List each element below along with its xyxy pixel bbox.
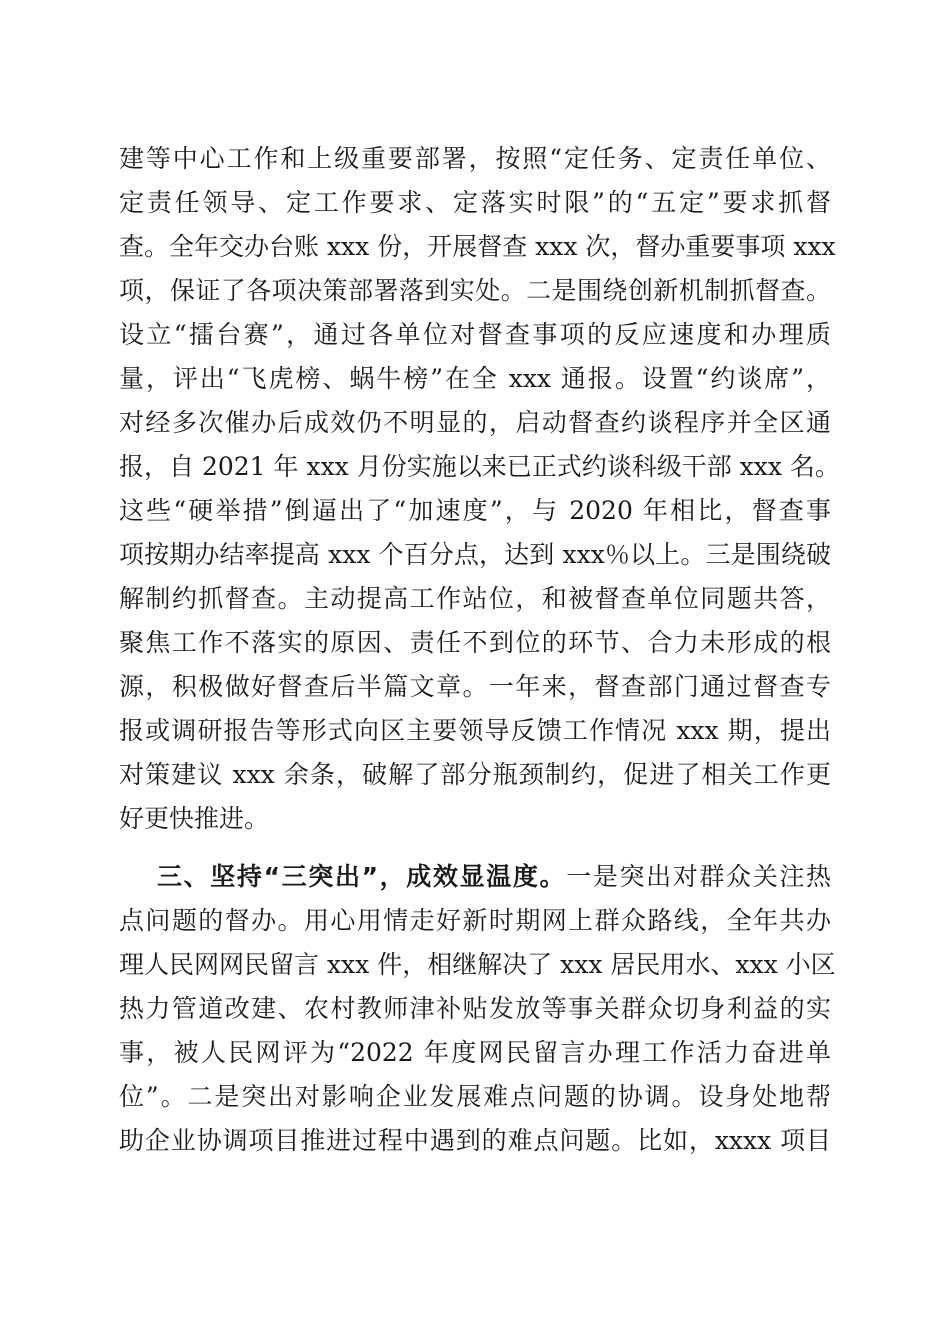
paragraph-line: 对策建议 xxx 余条，破解了部分瓶颈制约，促进了相关工作更 — [119, 760, 831, 789]
paragraph-line: 解制约抓督查。主动提高工作站位，和被督查单位同题共答， — [119, 584, 831, 613]
paragraph-line: 好更快推进。 — [119, 804, 270, 833]
paragraph-line: 设立“擂台赛”，通过各单位对督查事项的反应速度和办理质 — [119, 320, 831, 349]
paragraph-line: 建等中心工作和上级重要部署，按照“定任务、定责任单位、 — [119, 144, 831, 173]
paragraph-line: 助企业协调项目推进过程中遇到的难点问题。比如，xxxx 项目 — [119, 1126, 831, 1155]
paragraph-line: 理人民网网民留言 xxx 件，相继解决了 xxx 居民用水、xxx 小区 — [119, 950, 836, 979]
paragraph-line: 点问题的督办。用心用情走好新时期网上群众路线，全年共办 — [119, 906, 831, 935]
paragraph-line: 项按期办结率提高 xxx 个百分点，达到 xxx％以上。三是围绕破 — [119, 540, 831, 569]
paragraph-line: 查。全年交办台账 xxx 份，开展督查 xxx 次，督办重要事项 xxx — [119, 232, 836, 261]
paragraph-line: 热力管道改建、农村教师津补贴发放等事关群众切身利益的实 — [119, 994, 831, 1023]
paragraph-line: 这些“硬举措”倒逼出了“加速度”，与 2020 年相比，督查事 — [119, 496, 831, 525]
paragraph-line: 项，保证了各项决策部署落到实处。二是围绕创新机制抓督查。 — [119, 276, 831, 305]
paragraph-line: 报，自 2021 年 xxx 月份实施以来已正式约谈科级干部 xxx 名。 — [119, 452, 840, 481]
paragraph-line: 量，评出“飞虎榜、蜗牛榜”在全 xxx 通报。设置“约谈席”， — [119, 364, 831, 393]
paragraph-line: 源，积极做好督查后半篇文章。一年来，督查部门通过督查专 — [119, 672, 831, 701]
paragraph-line: 聚焦工作不落实的原因、责任不到位的环节、合力未形成的根 — [119, 628, 831, 657]
paragraph-line-rest: 一是突出对群众关注热 — [566, 862, 831, 891]
paragraph-line: 报或调研报告等形式向区主要领导反馈工作情况 xxx 期，提出 — [119, 716, 831, 745]
paragraph-line: 事，被人民网评为“2022 年度网民留言办理工作活力奋进单 — [119, 1038, 831, 1067]
paragraph-line: 定责任领导、定工作要求、定落实时限”的“五定”要求抓督 — [119, 188, 831, 217]
section-heading: 三、坚持“三突出”，成效显温度。 — [157, 862, 567, 891]
paragraph-line: 位”。二是突出对影响企业发展难点问题的协调。设身处地帮 — [119, 1082, 831, 1111]
paragraph-line: 对经多次催办后成效仍不明显的，启动督查约谈程序并全区通 — [119, 408, 831, 437]
section-heading-line — [119, 855, 831, 899]
